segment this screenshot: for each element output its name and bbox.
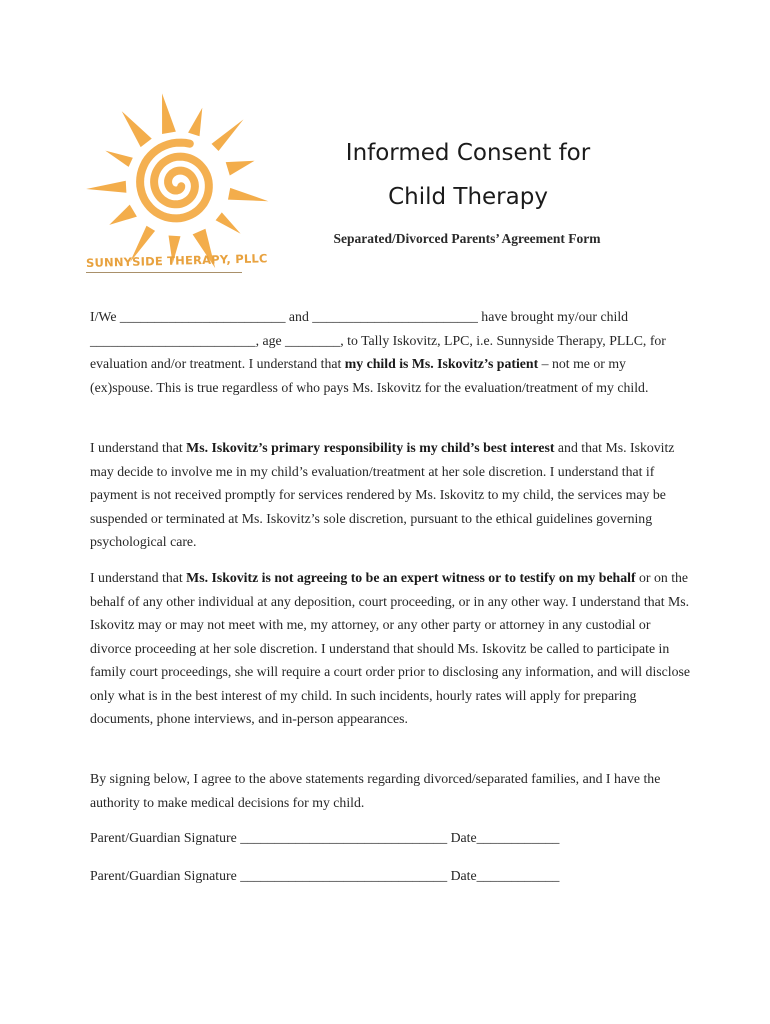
sun-spiral (140, 143, 209, 219)
paragraph-4-text: By signing below, I agree to the above statements regarding divorced/separated families, and I have the authority to make medical decisions for my child. (90, 771, 661, 810)
paragraph-2-bold: Ms. Iskovitz’s primary responsibility is my child’s best interest (186, 440, 555, 455)
paragraph-1-text-a: I/We ________________________ and ________________________ have brought my/our child ________________________, age ________, to Tally Iskovitz, LPC, i.e. Sunnyside Therapy, PLLC, for evaluation and/or treatment. I understand that (90, 309, 666, 371)
paragraph-1-bold: my child is Ms. Iskovitz’s patient (344, 356, 539, 371)
consent-paragraph-3 (90, 566, 690, 731)
document-title-line-2: Child Therapy (388, 184, 548, 210)
consent-paragraph-4 (90, 767, 690, 814)
document-subtitle: Separated/Divorced Parents’ Agreement Form (333, 231, 601, 246)
paragraph-2-text-b: and that Ms. Iskovitz may decide to involve me in my child’s evaluation/treatment at her sole discretion. I understand that if payment is not received promptly for services rendered by Ms. Iskovitz to my child, the services may be suspended or terminated at Ms. Iskovitz’s sole discretion, pursuant to the ethical guidelines governing psychological care. (90, 440, 675, 549)
paragraph-2-text-a: I understand that (90, 440, 187, 455)
paragraph-3-text-a: I understand that (90, 570, 187, 585)
brand-name: SUNNYSIDE THERAPY, PLLC (85, 251, 268, 270)
signature-line-1[interactable]: Parent/Guardian Signature ______________________________ Date____________ (90, 830, 560, 845)
signature-line-2[interactable]: Parent/Guardian Signature ______________________________ Date____________ (90, 868, 560, 883)
sun-ray (105, 151, 133, 167)
document-title-line-1: Informed Consent for (345, 140, 591, 166)
paragraph-3-text-b: or on the behalf of any other individual at any deposition, court proceeding, or in any other way. I understand that Ms. Iskovitz may or may not meet with me, my attorney, or any other party or attorney in any custodial or divorce proceeding at her sole discretion. I understand that should Ms. Iskovitz be called to participate in family court proceedings, she will require a court order prior to disclosing any information, and will disclose only what is in the best interest of my child. In such incidents, hourly rates will apply for preparing documents, phone interviews, and in-person appearances. (90, 570, 691, 726)
brand-underline (86, 272, 242, 273)
sun-ray (226, 161, 255, 176)
sun-ray (216, 212, 241, 233)
sun-ray (212, 119, 244, 151)
sun-ray (162, 93, 176, 134)
sun-ray (188, 108, 202, 136)
sun-ray (228, 188, 268, 201)
sun-ray (109, 205, 137, 225)
paragraph-3-bold: Ms. Iskovitz is not agreeing to be an expert witness or to testify on my behalf (186, 570, 636, 585)
sun-ray (122, 111, 152, 147)
consent-paragraph-2 (90, 436, 690, 554)
consent-paragraph-1 (90, 305, 690, 399)
paragraph-1-text-b: – not me or my (ex)spouse. This is true regardless of who pays Ms. Iskovitz for the evaluation/treatment of my child. (90, 356, 649, 395)
sun-ray (86, 181, 126, 193)
